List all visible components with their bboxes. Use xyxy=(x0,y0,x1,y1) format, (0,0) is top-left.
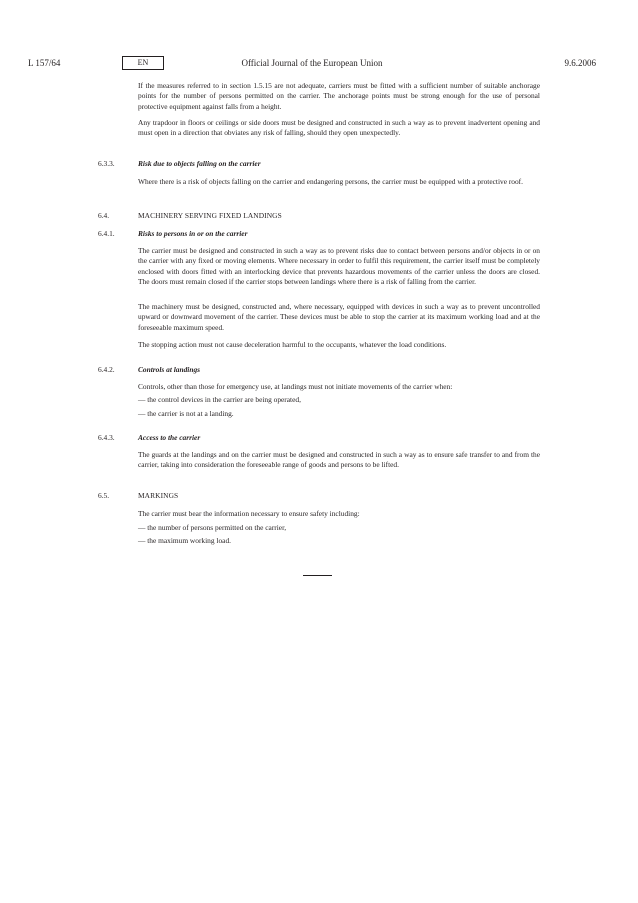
paragraph-trapdoor: Any trapdoor in floors or ceilings or side doors must be designed and constructed in such a way as to prevent inadvertent opening and must open in a direction that obviates any risk of falling, should they open unexpectedly. xyxy=(138,118,540,138)
paragraph-6-4-2: Controls, other than those for emergency use, at landings must not initiate movements of the carrier when: xyxy=(138,382,453,391)
section-number-6-3-3: 6.3.3. xyxy=(98,159,115,168)
section-number-6-4-2: 6.4.2. xyxy=(98,365,115,374)
section-title-6-3-3: Risk due to objects falling on the carrier xyxy=(138,159,261,168)
section-title-6-5: MARKINGS xyxy=(138,491,179,500)
section-number-6-4: 6.4. xyxy=(98,211,110,220)
paragraph-6-3-3: Where there is a risk of objects falling on the carrier and endangering persons, the carrier must be equipped with a protective roof. xyxy=(138,177,523,186)
language-badge: EN xyxy=(122,56,164,70)
list-item: — the carrier is not at a landing. xyxy=(138,409,234,418)
section-number-6-4-1: 6.4.1. xyxy=(98,229,115,238)
page-header xyxy=(28,56,596,72)
section-title-6-4-1: Risks to persons in or on the carrier xyxy=(138,229,248,238)
list-item: — the number of persons permitted on the carrier, xyxy=(138,523,287,532)
journal-title: Official Journal of the European Union xyxy=(241,58,383,68)
paragraph-anchorage-points: If the measures referred to in section 1.5.15 are not adequate, carriers must be fitted with a sufficient number of suitable anchorage points for the number of persons permitted on the carrier. The anchorage points must be strong enough for the use of personal protective equipment against falls from a height. xyxy=(138,81,540,111)
paragraph-6-4-1-a: The carrier must be designed and constructed in such a way as to prevent risks due to contact between persons and/or objects in or on the carrier with any fixed or moving elements. Where necessary in order to fulfil this requirement, the carrier itself must be completely enclosed with doors fitted with an interlocking device that prevents hazardous movements of the carrier unless the doors are closed. The doors must remain closed if the carrier stops between landings where there is a risk of falling from the carrier. xyxy=(138,246,540,287)
section-number-6-5: 6.5. xyxy=(98,491,110,500)
paragraph-6-4-1-b: The machinery must be designed, constructed and, where necessary, equipped with devices in such a way as to prevent uncontrolled upward or downward movement of the carrier. These devices must be able to stop the carrier at its maximum working load and at the foreseeable maximum speed. xyxy=(138,302,540,332)
section-title-6-4-2: Controls at landings xyxy=(138,365,201,374)
section-title-6-4-3: Access to the carrier xyxy=(138,433,201,442)
paragraph-6-5: The carrier must bear the information necessary to ensure safety including: xyxy=(138,509,360,518)
list-item: — the maximum working load. xyxy=(138,536,231,545)
paragraph-6-4-1-c: The stopping action must not cause deceleration harmful to the occupants, whatever the load conditions. xyxy=(138,340,447,349)
list-item: — the control devices in the carrier are being operated, xyxy=(138,395,301,404)
end-of-text-rule xyxy=(303,575,332,576)
page-reference: L 157/64 xyxy=(28,58,61,68)
section-number-6-4-3: 6.4.3. xyxy=(98,433,115,442)
paragraph-6-4-3: The guards at the landings and on the carrier must be designed and constructed in such a way as to ensure safe transfer to and from the carrier, taking into consideration the foreseeable range of goods and persons to be lifted. xyxy=(138,450,540,470)
section-title-6-4: MACHINERY SERVING FIXED LANDINGS xyxy=(138,211,282,220)
publication-date: 9.6.2006 xyxy=(564,58,596,68)
